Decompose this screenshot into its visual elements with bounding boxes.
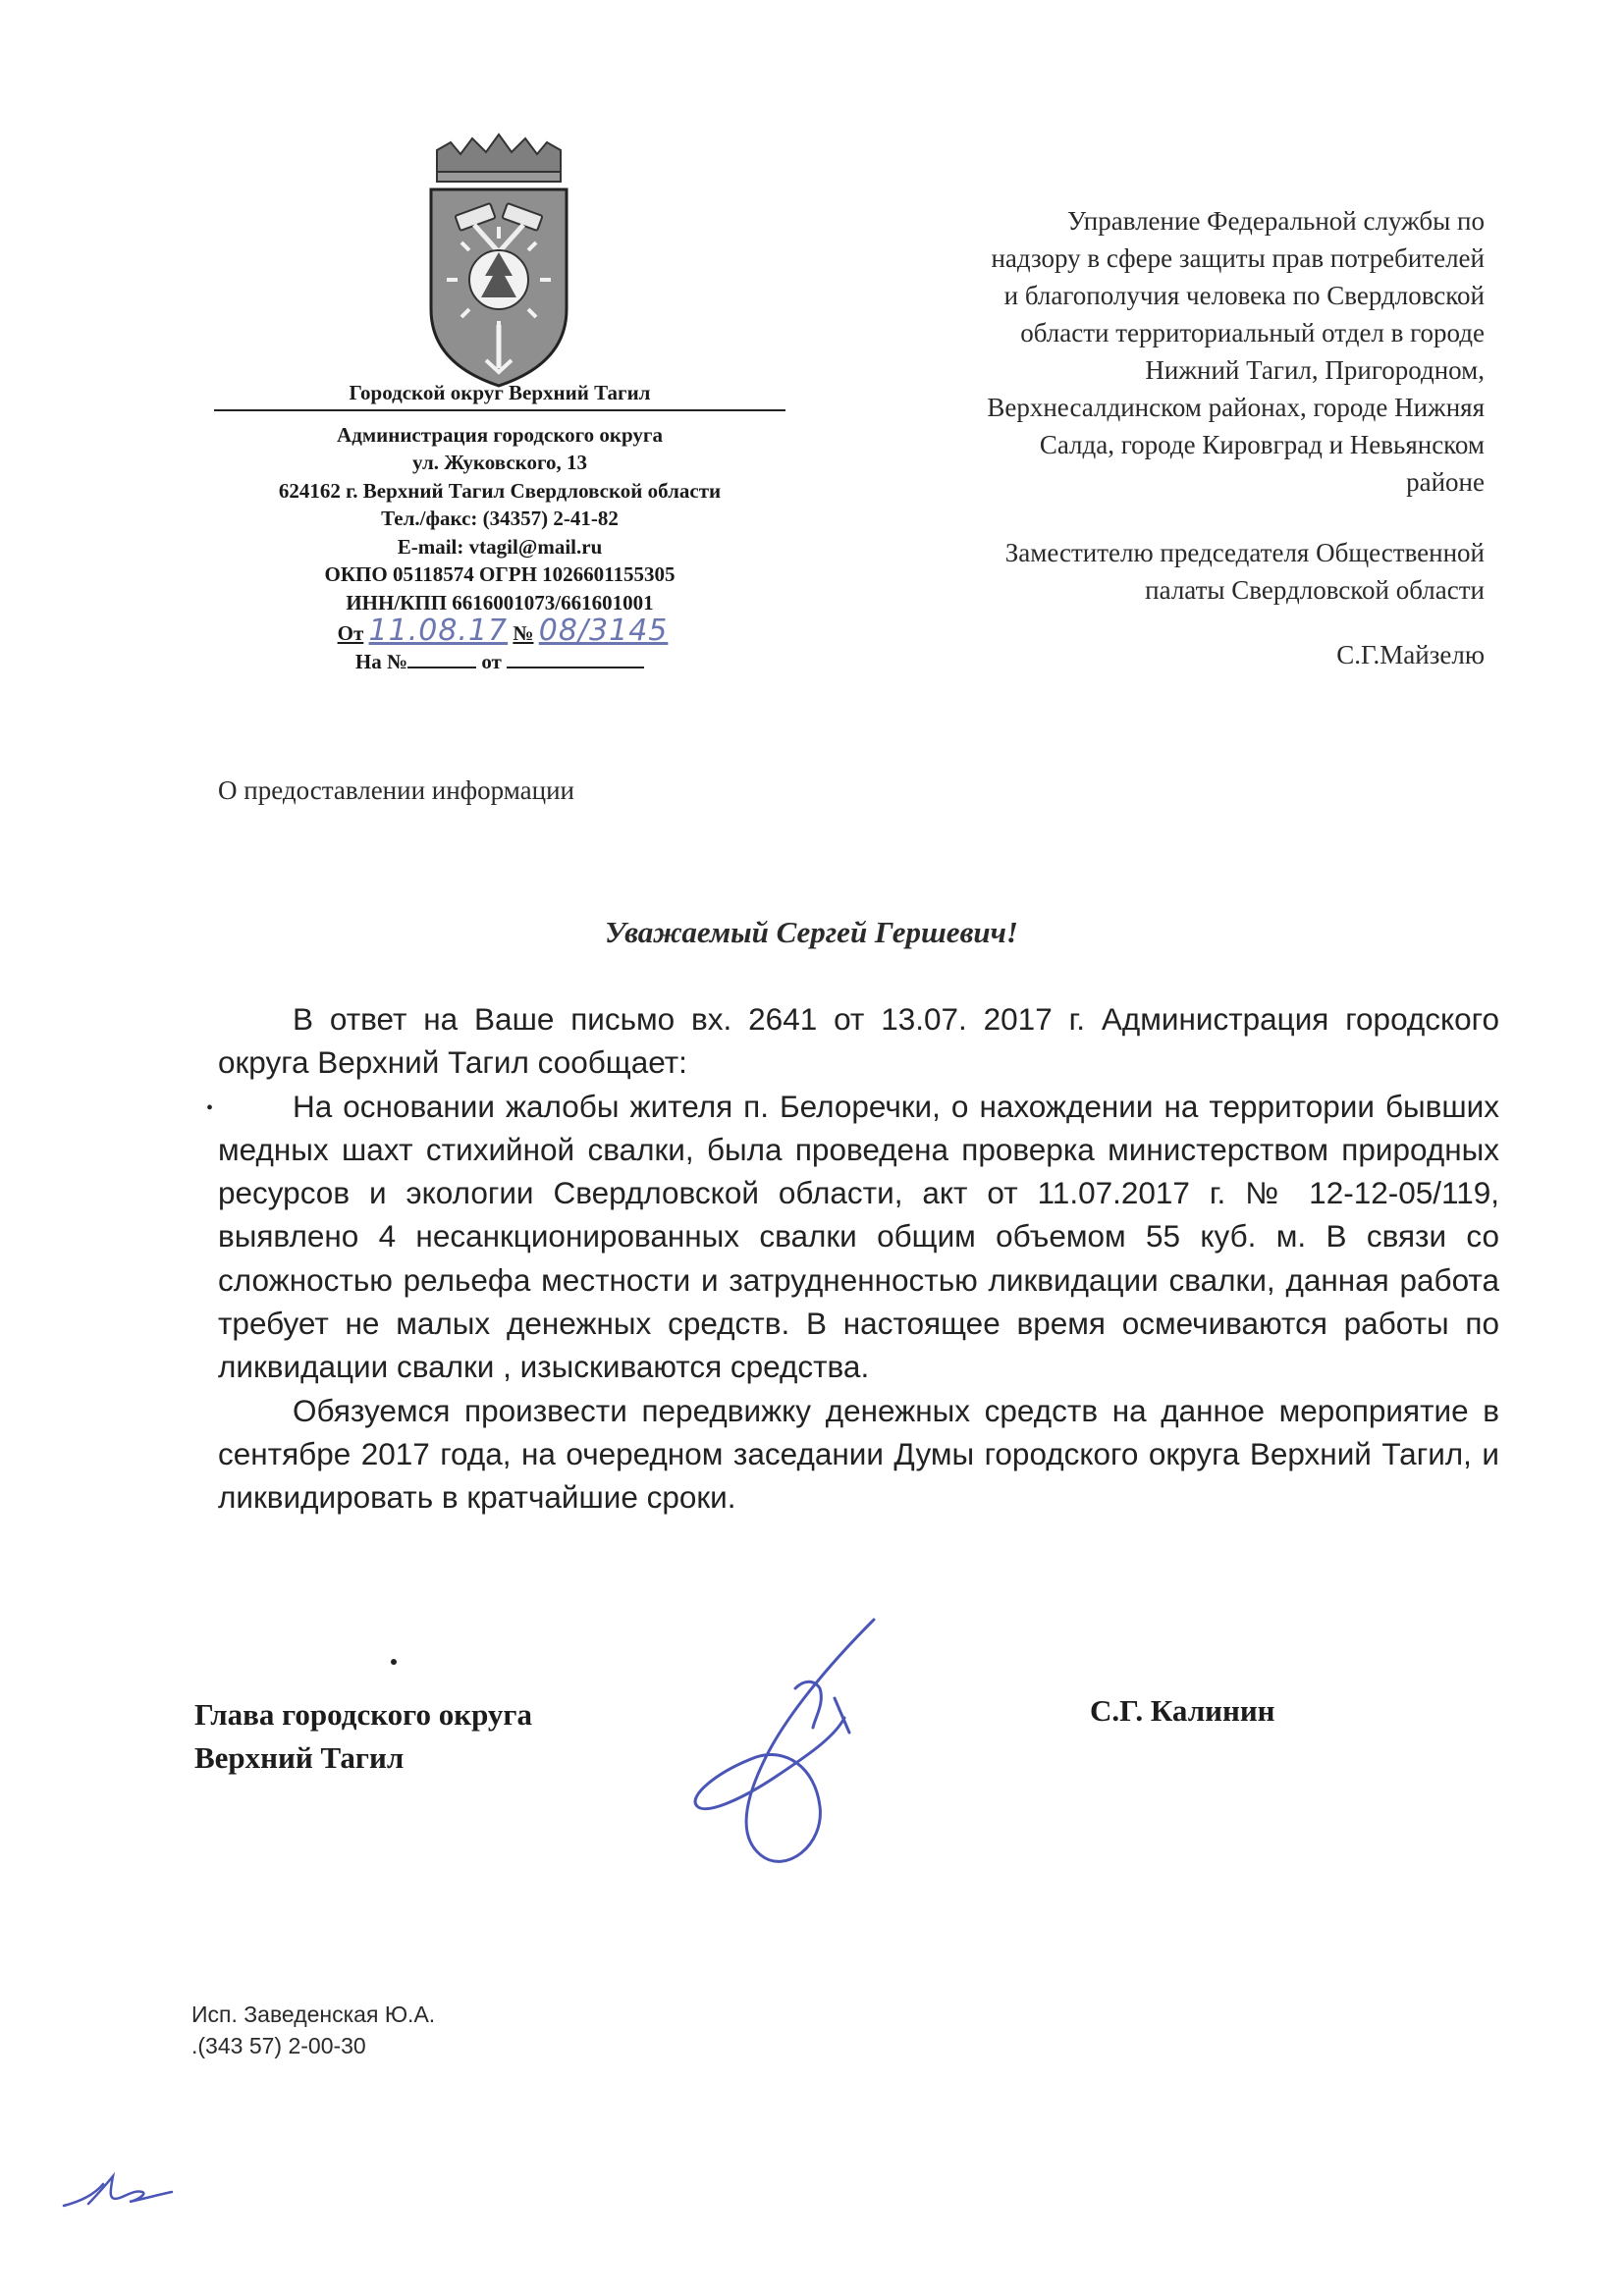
handwritten-date: 11.08.17	[368, 614, 509, 648]
coat-of-arms-emblem	[417, 133, 580, 390]
agency-line: области территориальный отдел в городе	[1020, 318, 1485, 347]
salutation: Уважаемый Сергей Гершевич!	[605, 915, 1018, 949]
signatory-title-line: Глава городского округа	[194, 1697, 532, 1732]
reply-reference	[214, 648, 785, 676]
letterhead-line: 624162 г. Верхний Тагил Свердловской области	[278, 478, 722, 503]
date-prefix: От	[337, 621, 364, 645]
number-prefix: №	[513, 621, 534, 645]
agency-line: Управление Федеральной службы по	[1067, 206, 1485, 236]
handwritten-number: 08/3145	[538, 614, 669, 648]
reply-from: от	[481, 650, 502, 673]
recipient-name: С.Г.Майзелю	[1336, 640, 1485, 669]
agency-line: Салда, городе Кировград и Невьянском	[1039, 430, 1485, 459]
letterhead-line: ОКПО 05118574 ОГРН 1026601155305	[324, 562, 676, 586]
letterhead-line: Тел./факс: (34357) 2-41-82	[381, 507, 619, 530]
municipality-name: Городской округ Верхний Тагил	[214, 379, 785, 411]
agency-line: Нижний Тагил, Пригородном,	[1145, 355, 1485, 385]
executor-phone: .(343 57) 2-00-30	[191, 2033, 366, 2058]
executor-name: Исп. Заведенская Ю.А.	[191, 2002, 436, 2027]
reply-prefix: На №	[354, 650, 408, 673]
letterhead-line: Администрация городского округа	[337, 422, 663, 447]
letterhead-line: ИНН/КПП 6616001073/661601001	[346, 590, 654, 614]
body-paragraph: На основании жалобы жителя п. Белоречки, о нахождении на территории бывших медных шахт стихийной свалки, была проведена проверка министерством природных ресурсов и экологии Свердловской области, акт от 11.07.2017 г. № 12-12-05/119, выявлено 4 несанкционированных свалки общим объемом 55 куб. м. В связи со сложностью рельефа местности и затрудненностью ликвидации свалки, данная работа требует не малых денежных средств. В настоящее время осмечиваются работы по ликвидации свалки , изыскиваются средства.	[218, 1088, 1499, 1385]
letter-subject: О предоставлении информации	[218, 775, 574, 805]
recipient-line: Заместителю председателя Общественной	[1004, 538, 1485, 567]
body-paragraph: Обязуемся произвести передвижку денежных средств на данное мероприятие в сентябре 2017 года, на очередном заседании Думы городского округа Верхний Тагил, и ликвидировать в кратчайшие сроки.	[218, 1392, 1499, 1516]
agency-line: Верхнесалдинском районах, городе Нижняя	[987, 393, 1485, 422]
bullet-mark: •	[206, 1097, 214, 1119]
addressee-block	[844, 202, 1485, 673]
agency-line: надзору в сфере защиты прав потребителей	[991, 243, 1485, 273]
recipient-line: палаты Свердловской области	[1145, 575, 1485, 605]
handwritten-signature	[677, 1610, 913, 1875]
agency-line: районе	[1406, 467, 1485, 497]
agency-line: и благополучия человека по Свердловской	[1003, 281, 1485, 310]
executor-info	[191, 1999, 435, 2061]
body-paragraph: В ответ на Ваше письмо вх. 2641 от 13.07. 2017 г. Администрация городского округа Верхний Тагил сообщает:	[218, 1001, 1499, 1081]
ink-dot	[391, 1659, 397, 1665]
outgoing-registration	[214, 616, 785, 648]
letterhead-line: ул. Жуковского, 13	[412, 451, 587, 474]
reply-number-blank	[407, 667, 476, 668]
letterhead-line: E-mail: vtagil@mail.ru	[397, 534, 603, 559]
signatory-title-line: Верхний Тагил	[194, 1740, 405, 1775]
letter-body	[218, 997, 1499, 1520]
reply-date-blank	[507, 667, 644, 668]
sender-letterhead	[214, 379, 785, 676]
handwritten-initials	[59, 2164, 177, 2214]
signatory-name: С.Г. Калинин	[1090, 1693, 1275, 1728]
signatory-title	[194, 1693, 532, 1780]
